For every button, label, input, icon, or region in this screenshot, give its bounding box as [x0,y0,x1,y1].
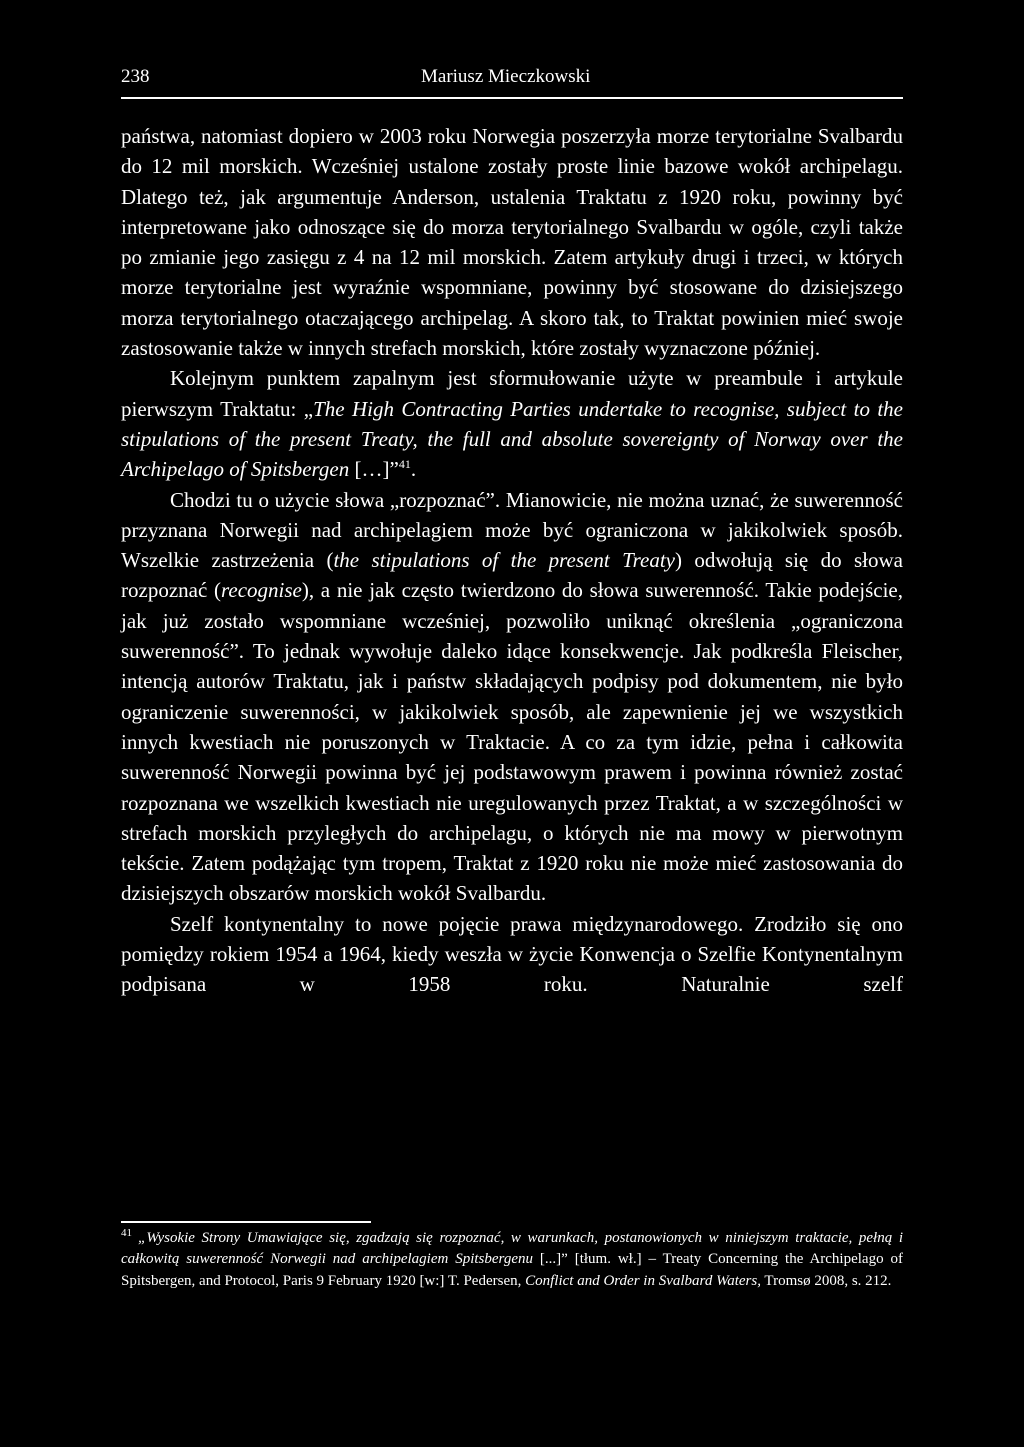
paragraph-3-italic-b: recognise [220,578,302,603]
footnote-ref-41: 41 [398,457,411,472]
paragraph-2-text: Kolejnym punktem zapalnym jest sformułowanie użyte w preambule i artykule pierwszym Traktatu: „ [121,366,903,421]
paragraph-2-end: . [410,457,417,482]
footnote-41 [121,1228,903,1292]
paragraph-3-text-c: ), a nie jak często twierdzono do słowa suwerenność. Takie podejście, jak już zostało wspomniane wcześniej, pozwoliło uniknąć określenia „ograniczona suwerenność”. To jednak wywołuje daleko idące konsekwencje. Jak podkreśla Fleischer, intencją autorów Traktatu, jak i państw składających podpisy pod dokumentem, nie było ograniczenie suwerenności, w jakikolwiek sposób, ale zapewnienie jej we wszystkich innych kwestiach nie poruszonych w Traktacie. A co za tym idzie, pełna i całkowita suwerenność Norwegii powinna być jej podstawowym prawem i powinna również zostać rozpoznana we wszelkich kwestiach nie uregulowanych przez Traktat, a w szczególności w strefach morskich przyległych do archipelagu, o których nie ma mowy w pierwotnym tekście. Zatem podążając tym tropem, Traktat z 1920 roku nie może mieć zastosowania do dzisiejszych obszarów morskich wokół Svalbardu. [121,578,903,906]
treaty-quote: The High Contracting Parties undertake to recognise, subject to the stipulations of the present Treaty, the full and absolute sovereignty of Norway over the Archipelago of Spitsbergen [121,396,903,482]
paragraph-3-text-a: Chodzi tu o użycie słowa „rozpoznać”. Mianowicie, nie można uznać, że suwerenność przyznana Norwegii nad archipelagiem może być ograniczona w jakikolwiek sposób. Wszelkie zastrzeżenia ( [121,487,903,573]
footnote-book-title: Conflict and Order in Svalbard Waters, [525,1272,761,1289]
header-rule [121,97,903,99]
footnote-rule [121,1221,371,1223]
paragraph-2 [121,363,903,484]
paragraph-4: Szelf kontynentalny to nowe pojęcie prawa międzynarodowego. Zrodziło się ono pomiędzy rokiem 1954 a 1964, kiedy weszła w życie Konwencja o Szelfie Kontynentalnym podpisana w 1958 roku. Naturalnie szelf [121,911,903,997]
page-number: 238 [121,66,150,87]
page-header [121,62,903,92]
footnote-number: 41 [121,1227,132,1239]
footnote-translation: „Wysokie Strony Umawiające się, zgadzają się rozpoznać, w warunkach, postanowionych w niniejszym traktacie, pełną i całkowitą suwerenność Norwegii nad archipelagiem Spitsbergenu [121,1230,903,1268]
footnote-text-a: [...]” [tłum. wł.] – Treaty Concerning the Archipelago of Spitsbergen, and Protocol, Paris 9 February 1920 [w:] T. Pedersen, [121,1251,903,1289]
paragraph-3 [121,485,903,909]
paragraph-1: państwa, natomiast dopiero w 2003 roku Norwegia poszerzyła morze terytorialne Svalbardu do 12 mil morskich. Wcześniej ustalone zostały proste linie bazowe wokół archipelagu. Dlatego też, jak argumentuje Anderson, ustalenia Traktatu z 1920 roku, powinny być interpretowane jako odnoszące się do morza terytorialnego Svalbardu w ogóle, czyli także po zmianie jego zasięgu z 4 na 12 mil morskich. Zatem artykuły drugi i trzeci, w których morze terytorialne jest wyraźnie wspomniane, powinny być stosowane do dzisiejszego morza terytorialnego otaczającego archipelag. A skoro tak, to Traktat powinien mieć swoje zastosowanie także w innych strefach morskich, które zostały wyznaczone później. [121,124,903,361]
body-text [121,121,903,1000]
running-head: Mariusz Mieczkowski [421,66,591,87]
paragraph-3-text-b: ) odwołują się do słowa rozpoznać ( [121,548,903,603]
footnote-text-b: Tromsø 2008, s. 212. [760,1272,892,1289]
paragraph-2-ellipsis: […]” [349,457,399,482]
paragraph-3-italic-a: the stipulations of the present Treaty [333,548,675,573]
